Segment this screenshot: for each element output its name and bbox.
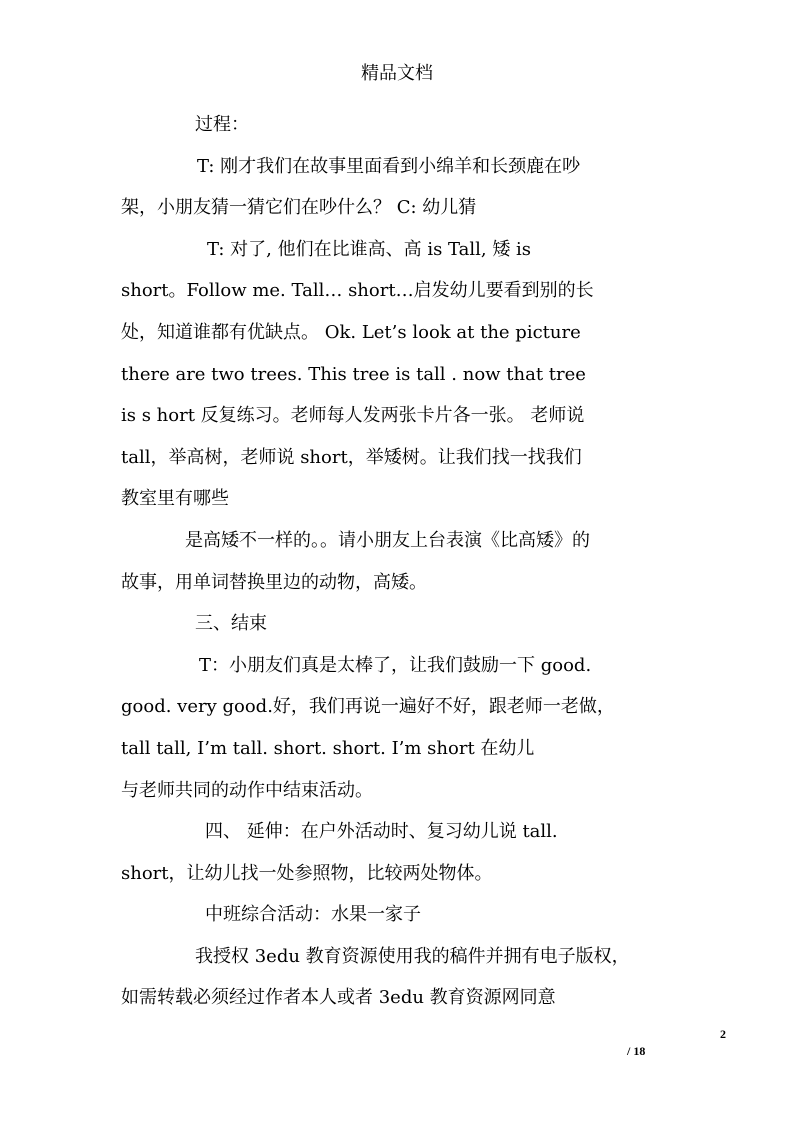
body-line: 处，知道谁都有优缺点。 Ok. Let’s look at the picture: [121, 321, 581, 343]
body-line: 与老师共同的动作中结束活动。: [121, 779, 373, 801]
body-line: 故事，用单词替换里边的动物，高矮。: [121, 571, 427, 593]
body-line: T: 刚才我们在故事里面看到小绵羊和长颈鹿在吵: [197, 155, 581, 177]
page-number: 2: [720, 1027, 726, 1041]
body-line: there are two trees. This tree is tall . now that tree: [121, 363, 586, 385]
body-line: is s hort 反复练习。老师每人发两张卡片各一张。 老师说: [121, 405, 585, 427]
body-line: 架，小朋友猜一猜它们在吵什么？ C: 幼儿猜: [121, 197, 477, 219]
body-line: tall，举高树，老师说 short，举矮树。让我们找一找我们: [121, 446, 582, 468]
body-line: T：小朋友们真是太棒了，让我们鼓励一下 good.: [199, 654, 592, 676]
body-line: 教室里有哪些: [121, 488, 229, 510]
body-line: 是高矮不一样的。。请小朋友上台表演《比高矮》的: [185, 529, 590, 551]
body-line: good. very good.好，我们再说一遍好不好，跟老师一老做，: [121, 696, 615, 718]
document-body: [121, 104, 681, 1019]
body-line: T: 对了, 他们在比谁高、高 is Tall, 矮 is: [207, 238, 532, 260]
body-line: 四、 延伸：在户外活动时、复习幼儿说 tall.: [205, 821, 558, 843]
body-line: 我授权 3edu 教育资源使用我的稿件并拥有电子版权，: [195, 945, 630, 967]
body-line: 中班综合活动：水果一家子: [205, 904, 421, 926]
document-header: 精品文档: [361, 63, 433, 84]
page-total: / 18: [627, 1044, 646, 1058]
body-line: 如需转载必须经过作者本人或者 3edu 教育资源网同意: [121, 987, 556, 1009]
body-line: 三、结束: [195, 613, 267, 635]
body-line: tall tall, I’m tall. short. short. I’m short 在幼儿: [121, 737, 535, 759]
body-line: 过程：: [195, 114, 249, 135]
body-line: short。Follow me. Tall… short…启发幼儿要看到别的长: [121, 280, 594, 302]
body-line: short，让幼儿找一处参照物，比较两处物体。: [121, 862, 493, 884]
